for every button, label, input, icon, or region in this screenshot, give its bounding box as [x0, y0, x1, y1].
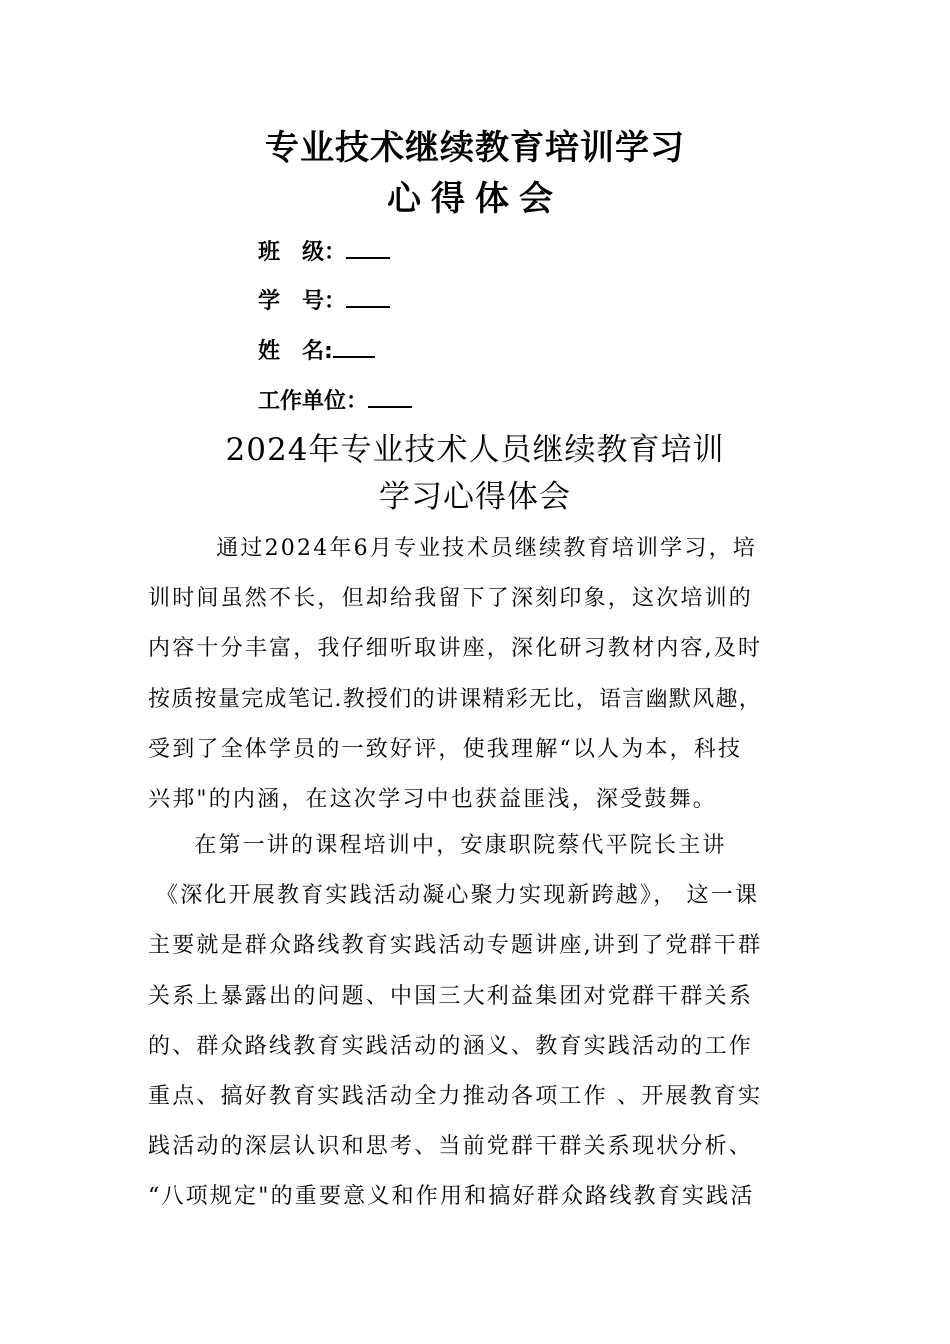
work-unit-field: [258, 384, 412, 417]
name-label: 姓 名:: [258, 339, 333, 364]
paragraph-line: 重点、搞好教育实践活动全力推动各项工作 、开展教育实: [148, 1084, 763, 1110]
student-id-blank: [346, 284, 390, 308]
student-id-label: 学 号：: [258, 289, 347, 314]
student-id-field: [258, 284, 390, 317]
paragraph-line: 通过2024年6月专业技术员继续教育培训学习，培: [192, 536, 757, 561]
work-unit-label: 工作单位：: [258, 389, 369, 414]
paragraph-line: 在第一讲的课程培训中，安康职院蔡代平院长主讲: [170, 833, 727, 858]
class-blank: [346, 235, 390, 259]
paragraph-line: “八项规定"的重要意义和作用和搞好群众路线教育实践活: [148, 1184, 755, 1210]
paragraph-line: 《深化开展教育实践活动凝心聚力实现新跨越》， 这一课: [156, 883, 760, 909]
class-label: 班 级：: [258, 240, 347, 265]
name-blank: [333, 334, 375, 358]
paragraph-line: 训时间虽然不长，但却给我留下了深刻印象，这次培训的: [148, 586, 754, 612]
article-title: 2024年专业技术人员继续教育培训: [225, 432, 725, 468]
document-title-line2: 心得体会: [387, 179, 563, 219]
paragraph-line: 按质按量完成笔记.教授们的讲课精彩无比，语言幽默风趣，: [148, 686, 763, 712]
paragraph-line: 践活动的深层认识和思考、当前党群干群关系现状分析、: [148, 1134, 754, 1160]
paragraph-line: 受到了全体学员的一致好评，使我理解“以人为本，科技: [148, 736, 743, 762]
article-title-line2: 学习心得体会: [379, 479, 571, 515]
document-title: 专业技术继续教育培训学习: [265, 128, 685, 168]
paragraph-line: 关系上暴露出的问题、中国三大利益集团对党群干群关系: [148, 983, 754, 1009]
class-field: [258, 235, 390, 268]
paragraph-line: 内容十分丰富，我仔细听取讲座，深化研习教材内容,及时: [148, 636, 763, 662]
paragraph-line: 主要就是群众路线教育实践活动专题讲座,讲到了党群干群: [148, 933, 763, 959]
paragraph-2: [148, 821, 818, 1223]
work-unit-blank: [368, 384, 412, 408]
paragraph-1: [148, 524, 818, 825]
paragraph-line: 兴邦"的内涵，在这次学习中也获益匪浅，深受鼓舞。: [148, 787, 717, 813]
name-field: [258, 334, 375, 367]
paragraph-line: 的、群众路线教育实践活动的涵义、教育实践活动的工作: [148, 1033, 754, 1059]
